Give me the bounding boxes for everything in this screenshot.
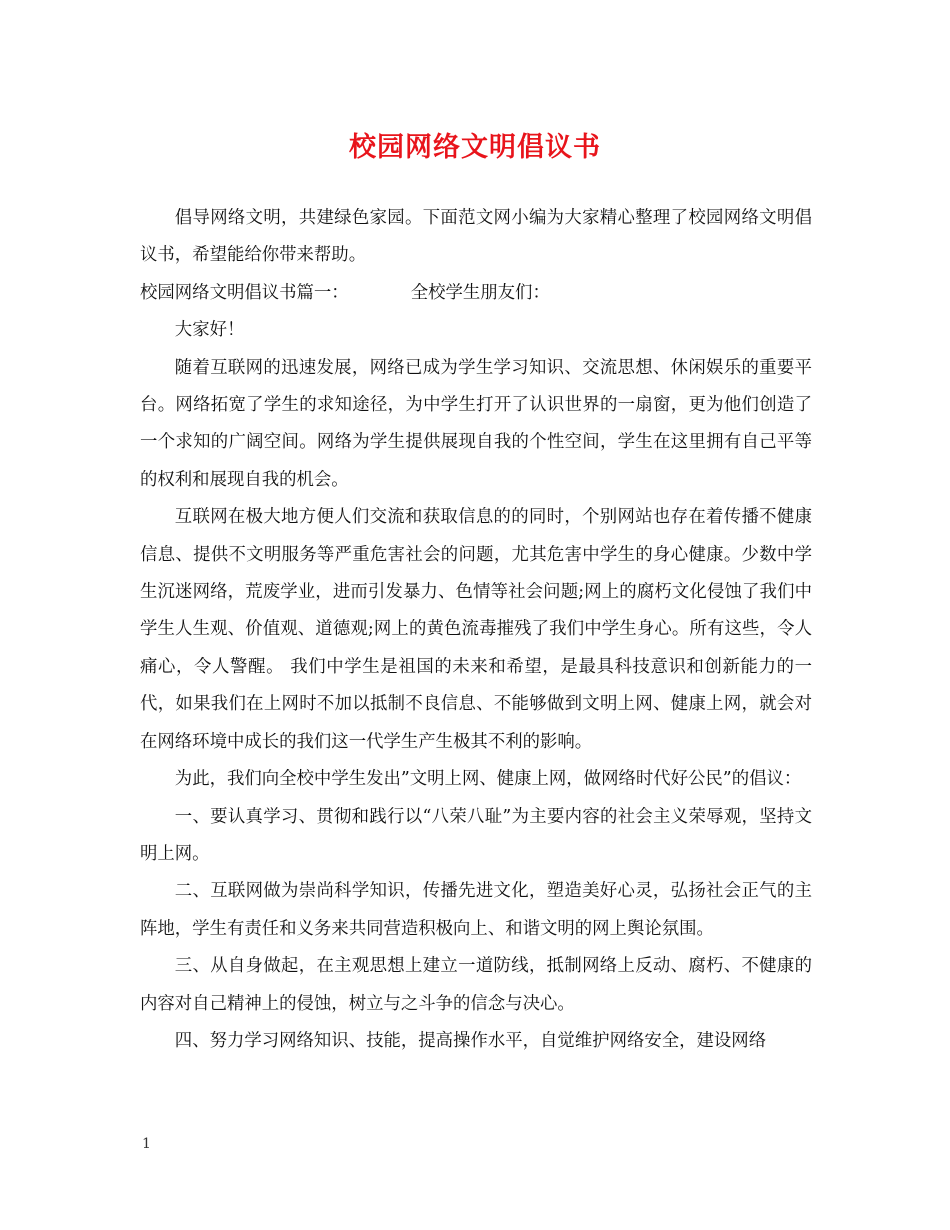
proposal-item-1: 一、要认真学习、贯彻和践行以“八荣八耻”为主要内容的社会主义荣辱观，坚持文明上网。 (140, 806, 812, 864)
greeting: 大家好！ (174, 320, 245, 341)
body-paragraph: 为此，我们向全校中学生发出”文明上网、健康上网，做网络时代好公民”的倡议： (174, 769, 802, 790)
page-number: 1 (142, 1136, 151, 1152)
proposal-item-3: 三、从自身做起，在主观思想上建立一道防线，抵制网络上反动、腐朽、不健康的内容对自己精神上的侵蚀，树立与之斗争的信念与决心。 (140, 956, 812, 1014)
section-heading: 校园网络文明倡议书篇一： (140, 282, 349, 303)
proposal-item-2: 二、互联网做为崇尚科学知识，传播先进文化，塑造美好心灵，弘扬社会正气的主阵地，学生有责任和义务来共同营造积极向上、和谐文明的网上舆论氛围。 (140, 881, 812, 939)
body-paragraph: 随着互联网的迅速发展，网络已成为学生学习知识、交流思想、休闲娱乐的重要平台。网络拓宽了学生的求知途径，为中学生打开了认识世界的一扇窗，更为他们创造了一个求知的广阔空间。网络为学生提供展现自我的个性空间，学生在这里拥有自己平等的权利和展现自我的机会。 (140, 357, 812, 490)
addressee: 全校学生朋友们： (410, 282, 550, 303)
section-heading-line (140, 275, 812, 312)
intro-paragraph: 倡导网络文明，共建绿色家园。下面范文网小编为大家精心整理了校园网络文明倡议书，希望能给你带来帮助。 (140, 208, 812, 266)
proposal-item-4: 四、努力学习网络知识、技能，提高操作水平，自觉维护网络安全，建设网络 (174, 1030, 767, 1051)
document-title: 校园网络文明倡议书 (349, 132, 601, 163)
body-paragraph: 互联网在极大地方便人们交流和获取信息的的同时，个别网站也存在着传播不健康信息、提供不文明服务等严重危害社会的问题，尤其危害中学生的身心健康。少数中学生沉迷网络，荒废学业，进而引发暴力、色情等社会问题;网上的腐朽文化侵蚀了我们中学生人生观、价值观、道德观;网上的黄色流毒摧残了我们中学生身心。所有这些，令人痛心，令人警醒。 我们中学生是祖国的未来和希望，是最具科技意识和创新能力的一代，如果我们在上网时不加以抵制不良信息、不能够做到文明上网、健康上网，就会对在网络环境中成长的我们这一代学生产生极其不利的影响。 (140, 507, 812, 752)
document-body (140, 200, 812, 1060)
